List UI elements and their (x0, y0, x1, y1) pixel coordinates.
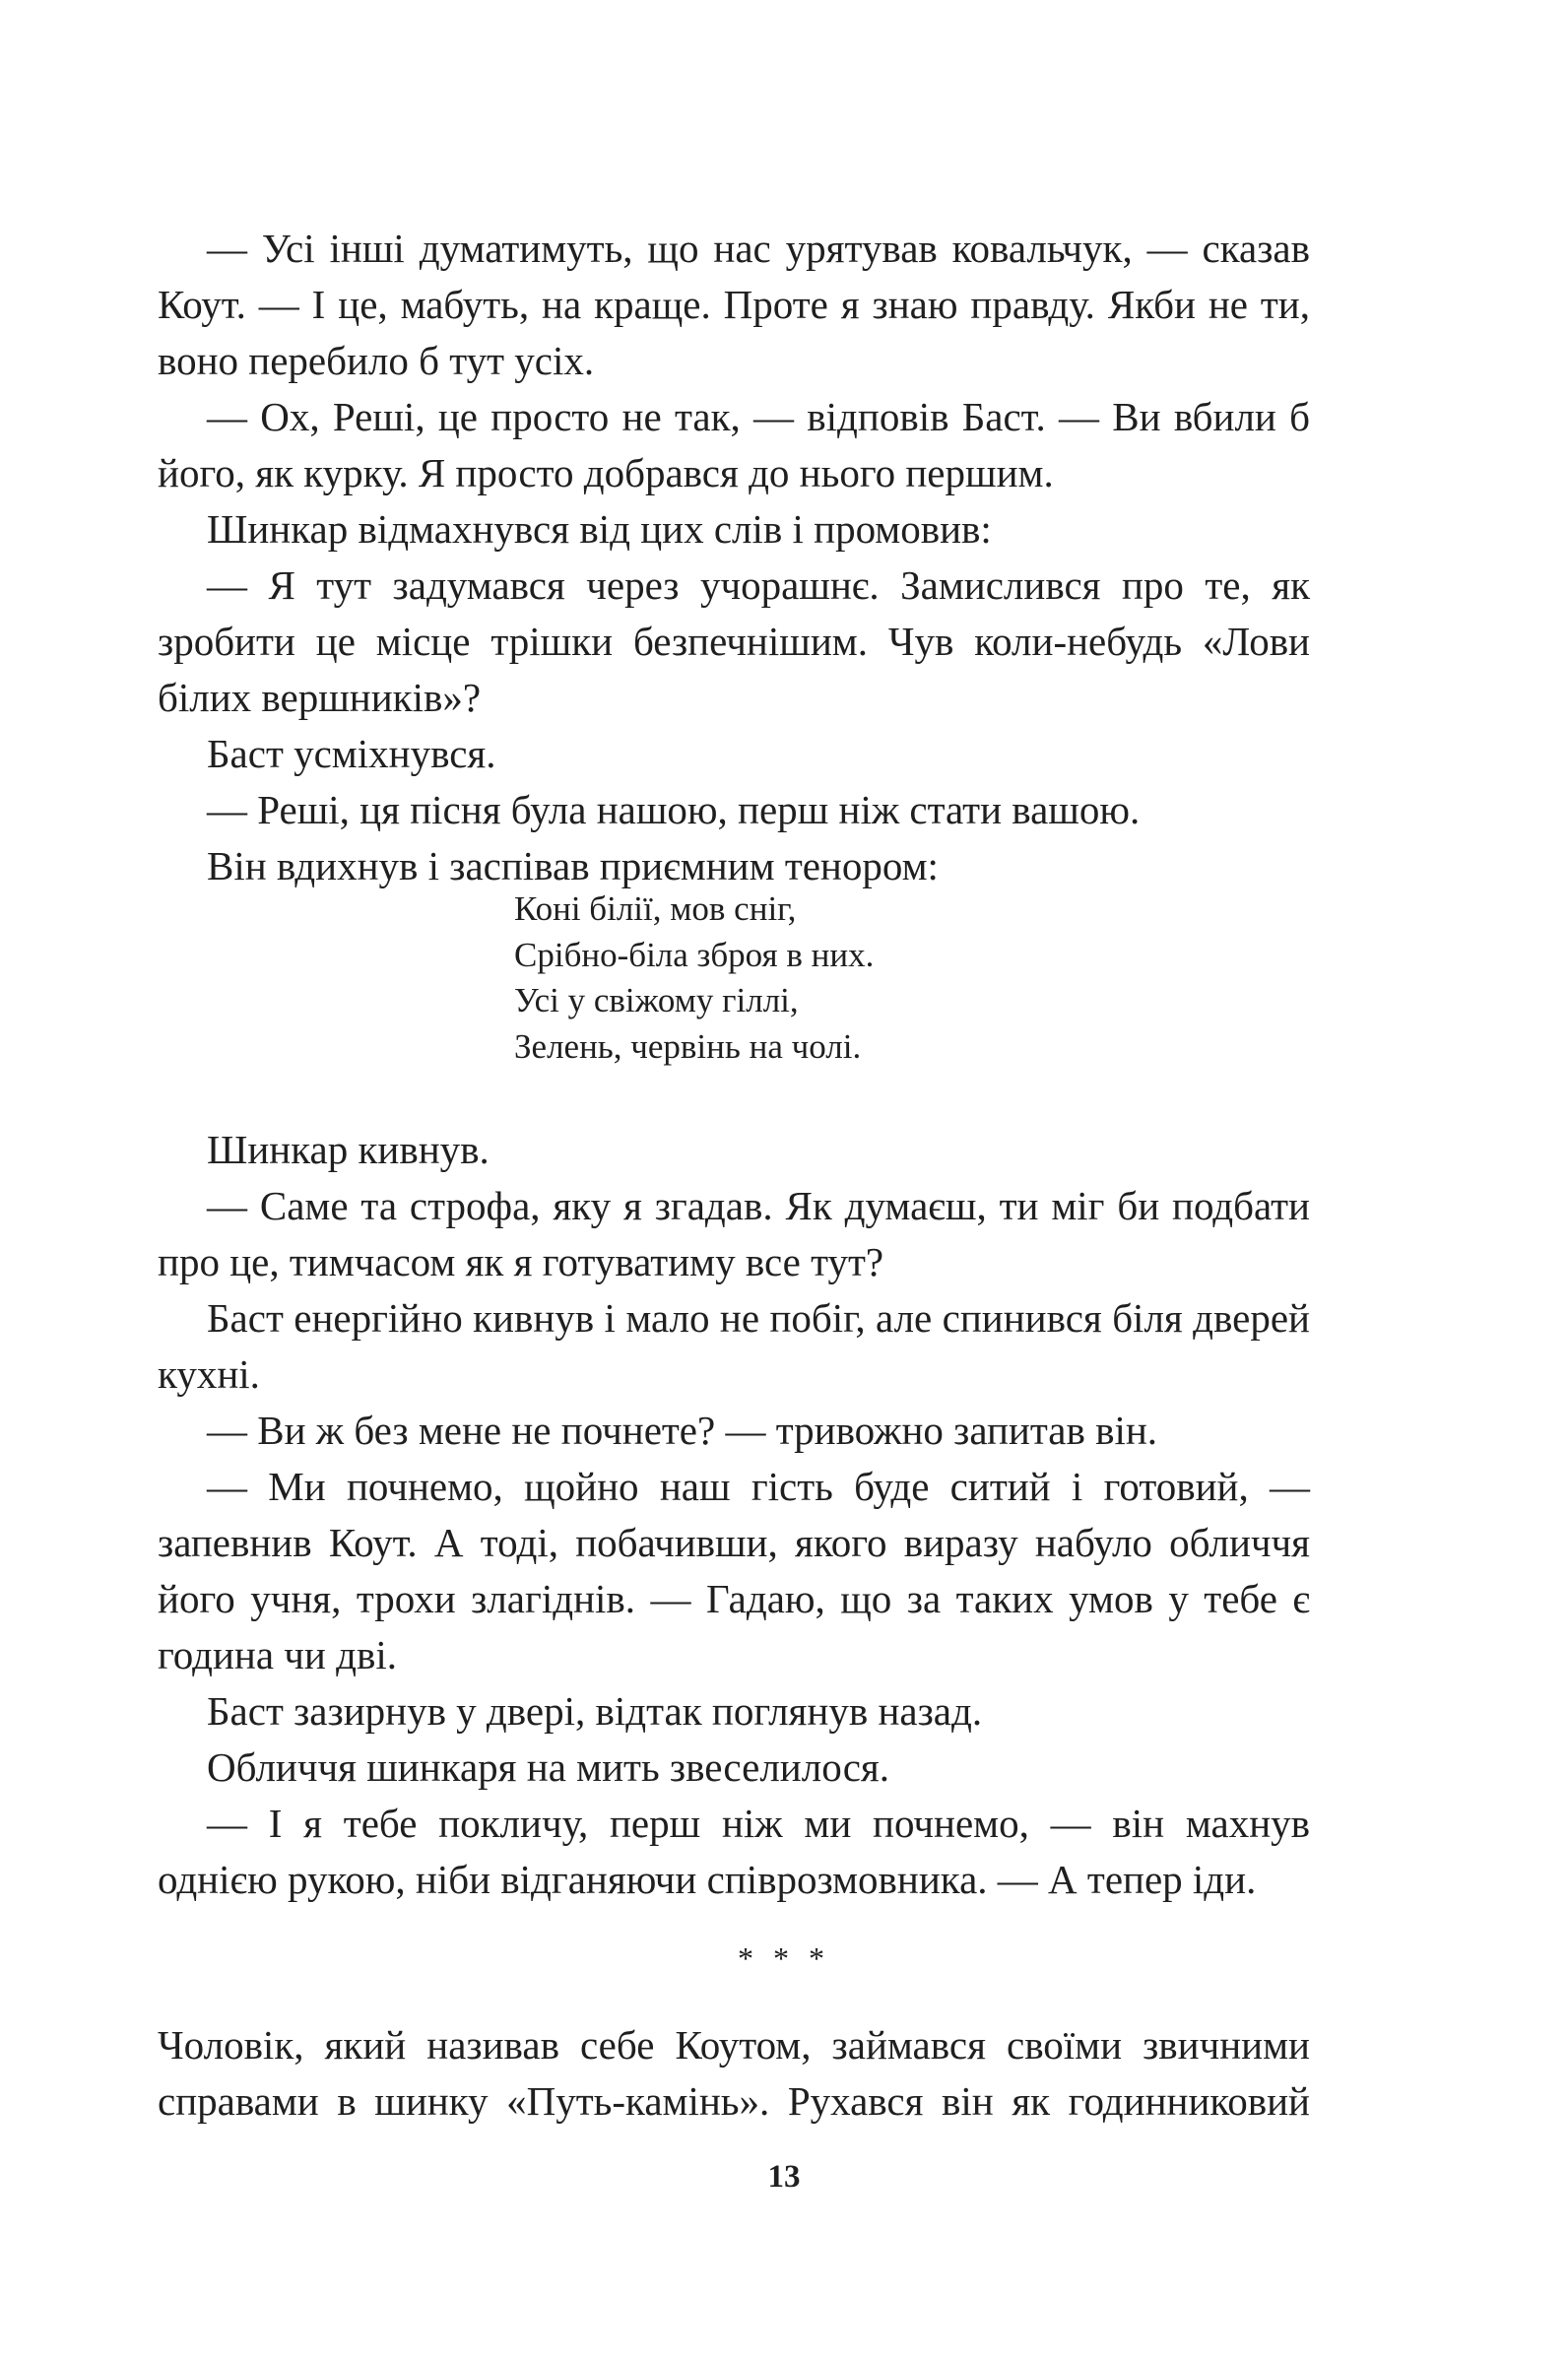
paragraph: Чоловік, який називав себе Коутом, займався своїми звичними справами в шинку «Путь-камінь». Рухався він як годинниковий (158, 2022, 1310, 2124)
section-start-text (158, 2017, 1310, 2130)
paragraph: Шинкар відмахнувся від цих слів і промовив: (207, 506, 992, 552)
paragraph: Шинкар кивнув. (207, 1127, 490, 1172)
main-text-lower (158, 1122, 1310, 1908)
poem-line: Усі у свіжому гіллі, (514, 981, 799, 1019)
paragraph: — Ми почнемо, щойно наш гість буде ситий і готовий, — запевнив Коут. А тоді, побачивши, якого виразу набуло обличчя його учня, трохи злагіднів. — Гадаю, що за таких умов у тебе є година чи дві. (158, 1464, 1310, 1677)
poem-line: Зелень, червінь на чолі. (514, 1026, 862, 1066)
paragraph: Баст усміхнувся. (207, 731, 496, 776)
paragraph: Він вдихнув і заспівав приємним тенором: (207, 843, 939, 888)
poem-line: Срібно-біла зброя в них. (514, 935, 875, 974)
paragraph: Баст енергійно кивнув і мало не побіг, але спинився біля дверей кухні. (158, 1295, 1310, 1397)
section-separator: * * * (738, 1940, 830, 1976)
poem-line: Коні білії, мов сніг, (514, 889, 797, 928)
poem-stanza (514, 886, 874, 1070)
paragraph: — Я тут задумався через учорашнє. Замислився про те, як зробити це місце трішки безпечнішим. Чув коли-небудь «Лови білих вершників»? (158, 562, 1310, 720)
paragraph: Баст зазирнув у двері, відтак поглянув назад. (207, 1688, 983, 1734)
paragraph: — Ви ж без мене не почнете? — тривожно запитав він. (207, 1408, 1158, 1453)
paragraph: — І я тебе покличу, перш ніж ми почнемо, — він махнув однією рукою, ніби відганяючи співрозмовника. — А тепер іди. (158, 1801, 1310, 1902)
paragraph: — Ох, Реші, це просто не так, — відповів Баст. — Ви вбили б його, як курку. Я просто добрався до нього першим. (158, 394, 1310, 495)
paragraph: — Реші, ця пісня була нашою, перш ніж стати вашою. (207, 787, 1141, 832)
page-number: 13 (767, 2159, 801, 2195)
paragraph: — Усі інші думатимуть, що нас урятував ковальчук, — сказав Коут. — І це, мабуть, на краще. Проте я знаю правду. Якби не ти, воно перебило б тут усіх. (158, 226, 1310, 383)
paragraph: Обличчя шинкаря на мить звеселилося. (207, 1744, 890, 1790)
paragraph: — Саме та строфа, яку я згадав. Як думаєш, ти міг би подбати про це, тимчасом як я готуватиму все тут? (158, 1183, 1310, 1284)
main-text-upper (158, 221, 1310, 894)
